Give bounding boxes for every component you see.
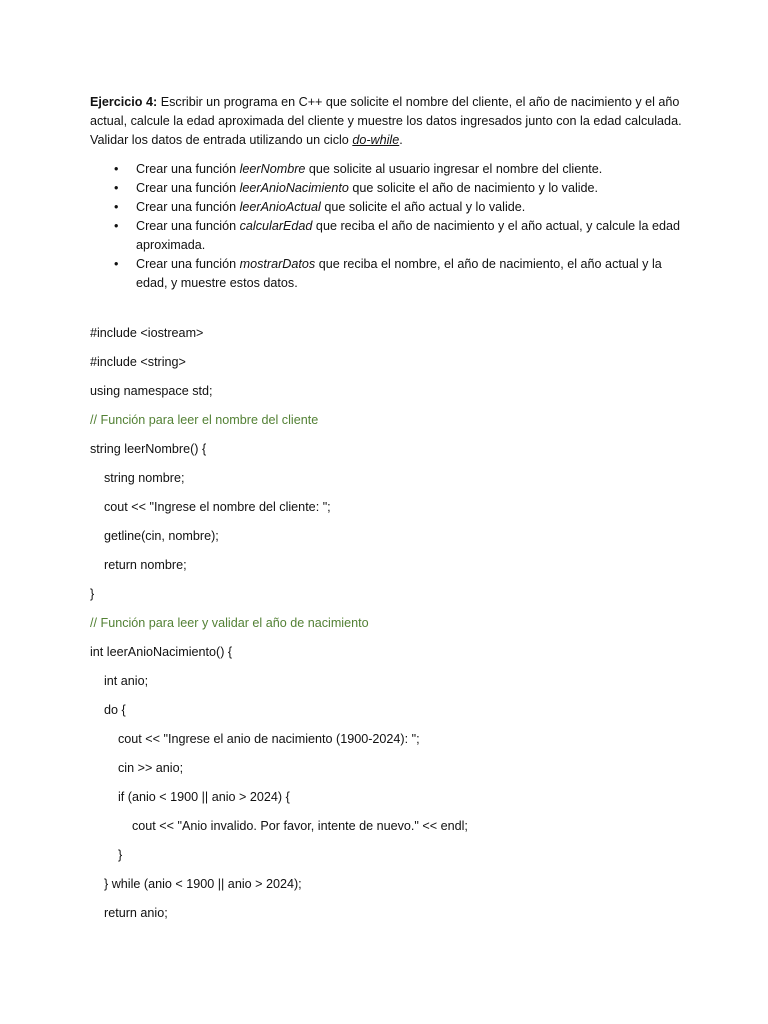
item-text: Crear una función <box>136 219 240 233</box>
code-line: int leerAnioNacimiento() { <box>90 645 233 659</box>
bullet-icon: • <box>114 257 119 271</box>
code-line: } while (anio < 1900 || anio > 2024); <box>90 877 302 891</box>
code-line: return anio; <box>90 906 168 920</box>
bullet-icon: • <box>114 162 119 176</box>
code-line: getline(cin, nombre); <box>90 529 219 543</box>
exercise-title: Ejercicio 4: <box>90 95 158 109</box>
item-text: Crear una función <box>136 200 240 214</box>
function-name: leerAnioNacimiento <box>239 181 349 195</box>
code-line: } <box>90 848 123 862</box>
function-name: leerNombre <box>239 162 306 176</box>
item-text: que solicite al usuario ingresar el nombre del cliente. <box>305 162 603 176</box>
code-line: string nombre; <box>90 471 185 485</box>
item-text: que reciba el año de nacimiento y el año actual, y calcule la edad aproximada. <box>136 219 680 252</box>
code-line: return nombre; <box>90 558 187 572</box>
code-line: int anio; <box>90 674 149 688</box>
loop-term: do-while <box>352 133 400 147</box>
item-text: Crear una función <box>136 181 240 195</box>
code-comment-line: // Función para leer y validar el año de nacimiento <box>90 616 369 630</box>
requirements-list <box>114 160 690 293</box>
item-text: Crear una función <box>136 257 240 271</box>
code-comment-line: // Función para leer el nombre del cliente <box>90 413 319 427</box>
list-item <box>114 217 690 255</box>
item-text: que solicite el año de nacimiento y lo valide. <box>348 181 599 195</box>
code-listing <box>90 324 710 933</box>
code-line: cout << "Anio invalido. Por favor, intente de nuevo." << endl; <box>90 819 468 833</box>
item-text: que solicite el año actual y lo valide. <box>320 200 526 214</box>
exercise-period: . <box>399 133 403 147</box>
list-item <box>114 160 690 179</box>
exercise-statement <box>90 93 690 150</box>
item-text: Crear una función <box>136 162 240 176</box>
function-name: mostrarDatos <box>239 257 316 271</box>
bullet-icon: • <box>114 219 119 233</box>
function-name: leerAnioActual <box>239 200 321 214</box>
bullet-icon: • <box>114 200 119 214</box>
code-line: cout << "Ingrese el anio de nacimiento (1900-2024): "; <box>90 732 420 746</box>
code-line: #include <iostream> <box>90 326 204 340</box>
list-item <box>114 198 690 217</box>
code-line: } <box>90 587 95 601</box>
code-line: #include <string> <box>90 355 186 369</box>
item-text: que reciba el nombre, el año de nacimiento, el año actual y la edad, y muestre estos datos. <box>136 257 662 290</box>
exercise-intro: Escribir un programa en C++ que solicite el nombre del cliente, el año de nacimiento y el año actual, calcule la edad aproximada del cliente y muestre los datos ingresados junto con la edad calculada. Validar los datos de entrada utilizando un ciclo <box>90 95 682 147</box>
function-name: calcularEdad <box>239 219 313 233</box>
bullet-icon: • <box>114 181 119 195</box>
list-item <box>114 255 690 293</box>
code-line: if (anio < 1900 || anio > 2024) { <box>90 790 290 804</box>
code-line: using namespace std; <box>90 384 213 398</box>
code-line: do { <box>90 703 126 717</box>
code-line: string leerNombre() { <box>90 442 207 456</box>
code-line: cin >> anio; <box>90 761 184 775</box>
code-line: cout << "Ingrese el nombre del cliente: "; <box>90 500 331 514</box>
list-item <box>114 179 690 198</box>
